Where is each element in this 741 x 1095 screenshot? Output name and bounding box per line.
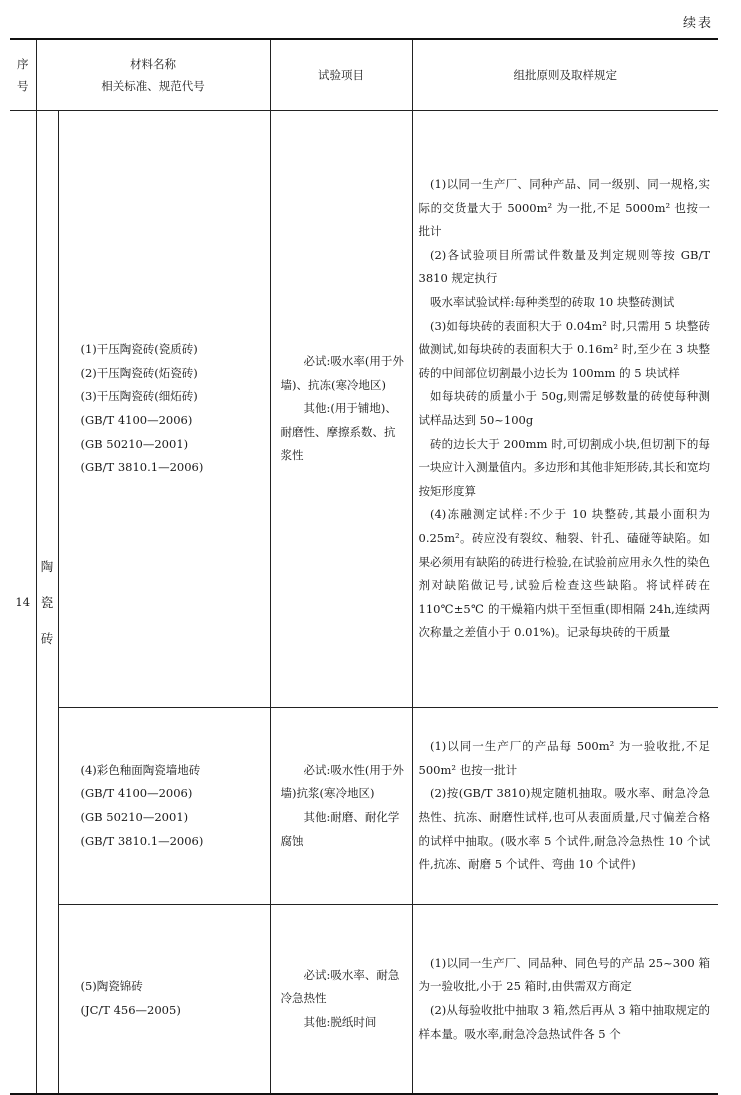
material-cell — [58, 708, 270, 905]
material-cell — [58, 905, 270, 1095]
material-line: (5)陶瓷锦砖 — [80, 979, 143, 994]
header-sampling: 组批原则及取样规定 — [412, 39, 718, 111]
material-line: (GB/T 4100—2006) — [80, 413, 193, 427]
header-material-line2: 相关标准、规范代号 — [101, 79, 205, 93]
rule-paragraph: (1)以同一生产厂的产品每 500m² 为一验收批,不足 500m² 也按一批计 — [418, 739, 710, 777]
rule-paragraph: (2)各试验项目所需试件数量及判定规则等按 GB/T 3810 规定执行 — [418, 247, 710, 286]
rule-paragraph: 如每块砖的质量小于 50g,则需足够数量的砖使每种测试样品达到 50~100g — [418, 389, 710, 427]
header-seq-line2: 号 — [17, 79, 29, 93]
sampling-rules-cell — [412, 708, 718, 905]
category-char: 瓷 — [40, 595, 54, 610]
header-material-line1: 材料名称 — [130, 57, 176, 71]
category-cell — [36, 111, 58, 1095]
rule-paragraph: (4)冻融测定试样:不少于 10 块整砖,其最小面积为 0.25m²。砖应没有裂纹、釉裂、针孔、磕碰等缺陷。如果必须用有缺陷的砖进行检验,在试验前应用永久性的染色剂对缺陷做记号,试验后检查这些缺陷。将试样砖在 110℃±5℃ 的干燥箱内烘干至恒重(即相隔 24h,连续两次称量之差值小于 0.01%)。记录每块砖的干质量 — [418, 507, 710, 640]
test-item: 其他:(用于铺地)、耐磨性、摩擦系数、抗浆性 — [280, 401, 397, 463]
material-line: (GB 50210—2001) — [80, 436, 189, 451]
header-seq — [10, 39, 36, 111]
rule-paragraph: (2)按(GB/T 3810)规定随机抽取。吸水率、耐急冷急热性、抗冻、耐磨性试样,也可从表面质量,尺寸偏差合格的试样中抽取。(吸水率 5 个试件,耐急冷急热性 10 个试件,抗冻、耐磨 5 个试件、弯曲 10 个试件) — [418, 786, 710, 872]
material-line: (4)彩色釉面陶瓷墙地砖 — [80, 762, 201, 777]
header-test-items: 试验项目 — [270, 39, 412, 111]
category-char: 砖 — [40, 631, 54, 646]
header-material — [36, 39, 270, 111]
test-items-cell — [270, 905, 412, 1095]
table-row — [10, 905, 718, 1095]
test-items-cell — [270, 111, 412, 708]
material-line: (GB/T 3810.1—2006) — [80, 460, 204, 475]
material-cell — [58, 111, 270, 708]
test-item: 其他:脱纸时间 — [303, 1014, 377, 1029]
sampling-rules-cell — [412, 111, 718, 708]
test-item: 其他:耐磨、耐化学腐蚀 — [280, 810, 400, 848]
category-char: 陶 — [40, 559, 54, 574]
table-row — [10, 708, 718, 905]
seq-number: 14 — [10, 111, 36, 1095]
rule-paragraph: (3)如每块砖的表面积大于 0.04m² 时,只需用 5 块整砖做测试,如每块砖的表面积大于 0.16m² 时,至少在 3 块整砖的中间部位切割最小边长为 100mm 的 5 块试样 — [418, 318, 710, 380]
test-item: 必试:吸水率(用于外墙)、抗冻(寒冷地区) — [280, 354, 404, 392]
material-line: (GB/T 3810.1—2006) — [80, 833, 204, 848]
rule-paragraph: (1)以同一生产厂、同种产品、同一级别、同一规格,实际的交货量大于 5000m² 为一批,不足 5000m² 也按一批计 — [418, 177, 710, 239]
test-items-cell — [270, 708, 412, 905]
material-line: (2)干压陶瓷砖(炻瓷砖) — [80, 365, 198, 380]
rule-paragraph: (2)从每验收批中抽取 3 箱,然后再从 3 箱中抽取规定的样本量。吸水率,耐急冷急热试件各 5 个 — [418, 1003, 710, 1041]
material-line: (1)干压陶瓷砖(瓷质砖) — [80, 342, 198, 357]
test-item: 必试:吸水率、耐急冷急热性 — [280, 967, 400, 1006]
material-line: (JC/T 456—2005) — [80, 1003, 181, 1017]
material-line: (GB 50210—2001) — [80, 810, 189, 824]
rule-paragraph: (1)以同一生产厂、同品种、同色号的产品 25~300 箱为一验收批,小于 25 箱时,由供需双方商定 — [418, 955, 710, 994]
test-item: 必试:吸水性(用于外墙)抗浆(寒冷地区) — [280, 762, 404, 801]
sampling-rules-cell — [412, 905, 718, 1095]
material-line: (3)干压陶瓷砖(细炻砖) — [80, 389, 198, 404]
continued-label: 续表 — [682, 16, 713, 31]
table-row — [10, 111, 718, 708]
header-seq-line1: 序 — [17, 57, 29, 71]
header-row — [10, 39, 718, 111]
material-line: (GB/T 4100—2006) — [80, 786, 193, 801]
rule-paragraph: 吸水率试验试样:每种类型的砖取 10 块整砖测试 — [430, 295, 675, 310]
materials-table — [10, 38, 718, 1095]
rule-paragraph: 砖的边长大于 200mm 时,可切割成小块,但切割下的每一块应计入测量值内。多边形和其他非矩形砖,其长和宽均按矩形度算 — [418, 436, 710, 498]
